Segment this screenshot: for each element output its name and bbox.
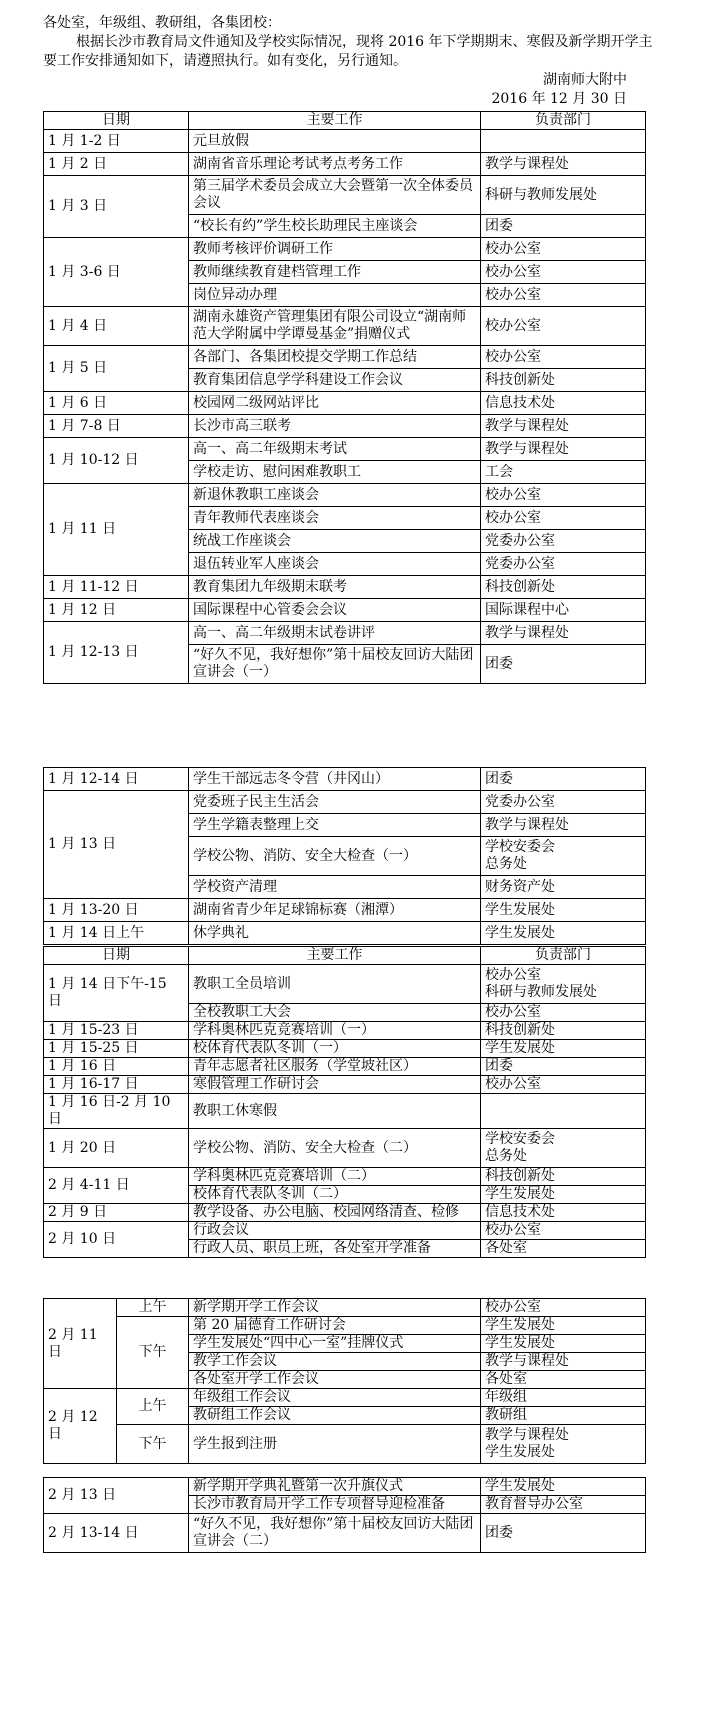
time-of-day-cell: 下午 <box>117 1317 189 1389</box>
dept-cell: 教学与课程处 <box>481 153 646 176</box>
table-row <box>44 791 646 814</box>
table-row <box>44 1040 646 1058</box>
work-cell: 统战工作座谈会 <box>189 530 481 553</box>
dept-cell: 教育督导办公室 <box>481 1496 646 1514</box>
dept-cell: 校办公室 <box>481 1076 646 1094</box>
dept-cell: 信息技术处 <box>481 392 646 415</box>
work-cell: 行政人员、职员上班，各处室开学准备 <box>189 1240 481 1258</box>
dept-cell: 科技创新处 <box>481 369 646 392</box>
work-cell: 学校资产清理 <box>189 876 481 899</box>
work-cell: 休学典礼 <box>189 922 481 945</box>
date-cell: 2 月 9 日 <box>44 1204 189 1222</box>
issue-date: 2016 年 12 月 30 日 <box>491 91 627 107</box>
table-row <box>44 1022 646 1040</box>
table-row <box>44 1222 646 1240</box>
work-cell: 学科奥林匹克竞赛培训（一） <box>189 1022 481 1040</box>
date-cell: 1 月 12-14 日 <box>44 768 189 791</box>
table-row <box>44 238 646 261</box>
table-row <box>44 599 646 622</box>
work-cell: “好久不见，我好想你”第十届校友回访大陆团宣讲会（二） <box>189 1514 481 1553</box>
dept-cell: 科研与教师发展处 <box>481 176 646 215</box>
header-row <box>44 112 646 130</box>
date-cell: 1 月 16-17 日 <box>44 1076 189 1094</box>
date-cell: 2 月 12 日 <box>44 1389 117 1464</box>
table-row <box>44 576 646 599</box>
table-row <box>44 438 646 461</box>
header-work: 主要工作 <box>189 112 481 130</box>
work-cell: 湖南永雄资产管理集团有限公司设立“湖南师范大学附属中学谭曼基金”捐赠仪式 <box>189 307 481 346</box>
work-cell: 学生学籍表整理上交 <box>189 814 481 837</box>
work-cell: 各处室开学工作会议 <box>189 1371 481 1389</box>
dept-cell: 校办公室 <box>481 346 646 369</box>
time-of-day-cell: 上午 <box>117 1389 189 1425</box>
notice-body: 根据长沙市教育局文件通知及学校实际情况，现将 2016 年下学期期末、寒假及新学期开学主要工作安排通知如下，请遵照执行。如有变化，另行通知。 <box>43 34 653 69</box>
dept-cell: 各处室 <box>481 1371 646 1389</box>
work-cell: 新学期开学典礼暨第一次升旗仪式 <box>189 1478 481 1496</box>
table-row <box>44 484 646 507</box>
date-cell: 1 月 6 日 <box>44 392 189 415</box>
dept-cell: 学生发展处 <box>481 922 646 945</box>
dept-cell <box>481 130 646 153</box>
dept-cell: 年级组 <box>481 1389 646 1407</box>
date-cell: 1 月 10-12 日 <box>44 438 189 484</box>
dept-cell: 教研组 <box>481 1407 646 1425</box>
dept-cell: 国际课程中心 <box>481 599 646 622</box>
dept-cell: 校办公室 <box>481 1299 646 1317</box>
work-cell: 学校走访、慰问困难教职工 <box>189 461 481 484</box>
dept-cell: 学生发展处 <box>481 1186 646 1204</box>
dept-cell: 教学与课程处 <box>481 438 646 461</box>
table-row <box>44 922 646 945</box>
dept-cell: 党委办公室 <box>481 553 646 576</box>
date-cell: 1 月 1-2 日 <box>44 130 189 153</box>
table-row <box>44 965 646 1004</box>
dept-cell: 教学与课程处 <box>481 814 646 837</box>
header-dept: 负责部门 <box>481 112 646 130</box>
dept-cell: 学生发展处 <box>481 1478 646 1496</box>
header-date: 日期 <box>44 112 189 130</box>
date-cell: 1 月 13-20 日 <box>44 899 189 922</box>
work-cell: 行政会议 <box>189 1222 481 1240</box>
work-cell: 岗位异动办理 <box>189 284 481 307</box>
work-cell: 新学期开学工作会议 <box>189 1299 481 1317</box>
date-cell: 2 月 11 日 <box>44 1299 117 1389</box>
table-row <box>44 1076 646 1094</box>
date-cell: 1 月 11-12 日 <box>44 576 189 599</box>
work-cell: 全校教职工大会 <box>189 1004 481 1022</box>
work-cell: 长沙市教育局开学工作专项督导迎检准备 <box>189 1496 481 1514</box>
work-cell: 高一、高二年级期末考试 <box>189 438 481 461</box>
date-cell: 2 月 13-14 日 <box>44 1514 189 1553</box>
dept-cell: 校办公室 <box>481 1004 646 1022</box>
notice-intro <box>43 14 663 109</box>
table-row <box>44 153 646 176</box>
work-cell: 学科奥林匹克竞赛培训（二） <box>189 1168 481 1186</box>
schedule-table-3 <box>43 946 646 1258</box>
dept-cell: 团委 <box>481 768 646 791</box>
work-cell: “好久不见，我好想你”第十届校友回访大陆团宣讲会（一） <box>189 645 481 684</box>
date-cell: 1 月 16 日 <box>44 1058 189 1076</box>
dept-cell: 团委 <box>481 645 646 684</box>
work-cell: 学生发展处“四中心一室”挂牌仪式 <box>189 1335 481 1353</box>
table-row <box>44 1317 646 1335</box>
date-cell: 2 月 4-11 日 <box>44 1168 189 1204</box>
dept-cell: 校办公室 <box>481 284 646 307</box>
date-cell: 1 月 12-13 日 <box>44 622 189 684</box>
work-cell: 教职工休寒假 <box>189 1094 481 1129</box>
work-cell: 湖南省音乐理论考试考点考务工作 <box>189 153 481 176</box>
date-cell: 1 月 20 日 <box>44 1129 189 1168</box>
work-cell: 学校公物、消防、安全大检查（一） <box>189 837 481 876</box>
dept-cell: 科技创新处 <box>481 1168 646 1186</box>
work-cell: 湖南省青少年足球锦标赛（湘潭） <box>189 899 481 922</box>
header-date: 日期 <box>44 947 189 965</box>
work-cell: 第 20 届德育工作研讨会 <box>189 1317 481 1335</box>
table-row <box>44 1514 646 1553</box>
date-cell: 1 月 12 日 <box>44 599 189 622</box>
salutation: 各处室，年级组、教研组，各集团校： <box>43 15 281 31</box>
date-cell: 1 月 3-6 日 <box>44 238 189 307</box>
dept-cell: 科技创新处 <box>481 1022 646 1040</box>
header-work: 主要工作 <box>189 947 481 965</box>
date-cell: 2 月 13 日 <box>44 1478 189 1514</box>
dept-cell: 各处室 <box>481 1240 646 1258</box>
table-row <box>44 1425 646 1464</box>
dept-cell: 财务资产处 <box>481 876 646 899</box>
table-row <box>44 1129 646 1168</box>
dept-cell: 校办公室 <box>481 238 646 261</box>
header-dept: 负责部门 <box>481 947 646 965</box>
work-cell: 年级组工作会议 <box>189 1389 481 1407</box>
dept-cell: 校办公室 <box>481 1222 646 1240</box>
work-cell: 教职工全员培训 <box>189 965 481 1004</box>
work-cell: 第三届学术委员会成立大会暨第一次全体委员会议 <box>189 176 481 215</box>
work-cell: “校长有约”学生校长助理民主座谈会 <box>189 215 481 238</box>
dept-cell: 团委 <box>481 1514 646 1553</box>
dept-cell: 学校安委会 总务处 <box>481 837 646 876</box>
date-cell: 1 月 3 日 <box>44 176 189 238</box>
work-cell: 教学工作会议 <box>189 1353 481 1371</box>
work-cell: 校体育代表队冬训（二） <box>189 1186 481 1204</box>
work-cell: 寒假管理工作研讨会 <box>189 1076 481 1094</box>
work-cell: 青年志愿者社区服务（学堂坡社区） <box>189 1058 481 1076</box>
date-cell: 1 月 16 日-2 月 10 日 <box>44 1094 189 1129</box>
table-row <box>44 130 646 153</box>
dept-cell: 教学与课程处 <box>481 1353 646 1371</box>
dept-cell: 校办公室 <box>481 307 646 346</box>
date-cell: 1 月 14 日上午 <box>44 922 189 945</box>
work-cell: 退伍转业军人座谈会 <box>189 553 481 576</box>
dept-cell: 校办公室 <box>481 484 646 507</box>
date-cell: 1 月 13 日 <box>44 791 189 899</box>
date-cell: 1 月 15-23 日 <box>44 1022 189 1040</box>
table-row <box>44 392 646 415</box>
date-cell: 1 月 2 日 <box>44 153 189 176</box>
issuer: 湖南师大附中 <box>543 72 627 88</box>
dept-cell: 校办公室 科研与教师发展处 <box>481 965 646 1004</box>
dept-cell: 工会 <box>481 461 646 484</box>
table-row <box>44 768 646 791</box>
dept-cell: 信息技术处 <box>481 1204 646 1222</box>
work-cell: 教师考核评价调研工作 <box>189 238 481 261</box>
dept-cell: 校办公室 <box>481 261 646 284</box>
date-cell: 1 月 11 日 <box>44 484 189 576</box>
work-cell: 青年教师代表座谈会 <box>189 507 481 530</box>
work-cell: 学生报到注册 <box>189 1425 481 1464</box>
dept-cell <box>481 1094 646 1129</box>
table-row <box>44 415 646 438</box>
dept-cell: 学生发展处 <box>481 1317 646 1335</box>
table-row <box>44 176 646 215</box>
schedule-table-4 <box>43 1298 646 1464</box>
work-cell: 党委班子民主生活会 <box>189 791 481 814</box>
work-cell: 教育集团九年级期末联考 <box>189 576 481 599</box>
date-cell: 1 月 14 日下午-15 日 <box>44 965 189 1022</box>
date-cell: 2 月 10 日 <box>44 1222 189 1258</box>
dept-cell: 教学与课程处 <box>481 622 646 645</box>
work-cell: 高一、高二年级期末试卷讲评 <box>189 622 481 645</box>
work-cell: 学校公物、消防、安全大检查（二） <box>189 1129 481 1168</box>
dept-cell: 学校安委会 总务处 <box>481 1129 646 1168</box>
dept-cell: 学生发展处 <box>481 899 646 922</box>
work-cell: 教育集团信息学学科建设工作会议 <box>189 369 481 392</box>
date-cell: 1 月 7-8 日 <box>44 415 189 438</box>
work-cell: 教师继续教育建档管理工作 <box>189 261 481 284</box>
table-row <box>44 899 646 922</box>
table-row <box>44 1478 646 1496</box>
work-cell: 新退休教职工座谈会 <box>189 484 481 507</box>
dept-cell: 教学与课程处 学生发展处 <box>481 1425 646 1464</box>
dept-cell: 党委办公室 <box>481 791 646 814</box>
table-row <box>44 1389 646 1407</box>
table-row <box>44 1058 646 1076</box>
work-cell: 教学设备、办公电脑、校园网络清查、检修 <box>189 1204 481 1222</box>
table-row <box>44 307 646 346</box>
dept-cell: 校办公室 <box>481 507 646 530</box>
work-cell: 各部门、各集团校提交学期工作总结 <box>189 346 481 369</box>
work-cell: 教研组工作会议 <box>189 1407 481 1425</box>
work-cell: 学生干部远志冬令营（井冈山） <box>189 768 481 791</box>
table-row <box>44 1094 646 1129</box>
schedule-table-2 <box>43 767 646 945</box>
date-cell: 1 月 4 日 <box>44 307 189 346</box>
schedule-table-5 <box>43 1477 646 1553</box>
table-row <box>44 622 646 645</box>
table-row <box>44 1168 646 1186</box>
work-cell: 长沙市高三联考 <box>189 415 481 438</box>
dept-cell: 教学与课程处 <box>481 415 646 438</box>
dept-cell: 学生发展处 <box>481 1040 646 1058</box>
time-of-day-cell: 下午 <box>117 1425 189 1464</box>
dept-cell: 科技创新处 <box>481 576 646 599</box>
date-cell: 1 月 15-25 日 <box>44 1040 189 1058</box>
schedule-table-1 <box>43 111 646 684</box>
dept-cell: 团委 <box>481 215 646 238</box>
work-cell: 国际课程中心管委会会议 <box>189 599 481 622</box>
table-row <box>44 1204 646 1222</box>
dept-cell: 团委 <box>481 1058 646 1076</box>
work-cell: 校体育代表队冬训（一） <box>189 1040 481 1058</box>
table-row <box>44 1299 646 1317</box>
dept-cell: 党委办公室 <box>481 530 646 553</box>
table-row <box>44 346 646 369</box>
time-of-day-cell: 上午 <box>117 1299 189 1317</box>
header-row <box>44 947 646 965</box>
work-cell: 元旦放假 <box>189 130 481 153</box>
work-cell: 校园网二级网站评比 <box>189 392 481 415</box>
date-cell: 1 月 5 日 <box>44 346 189 392</box>
dept-cell: 学生发展处 <box>481 1335 646 1353</box>
